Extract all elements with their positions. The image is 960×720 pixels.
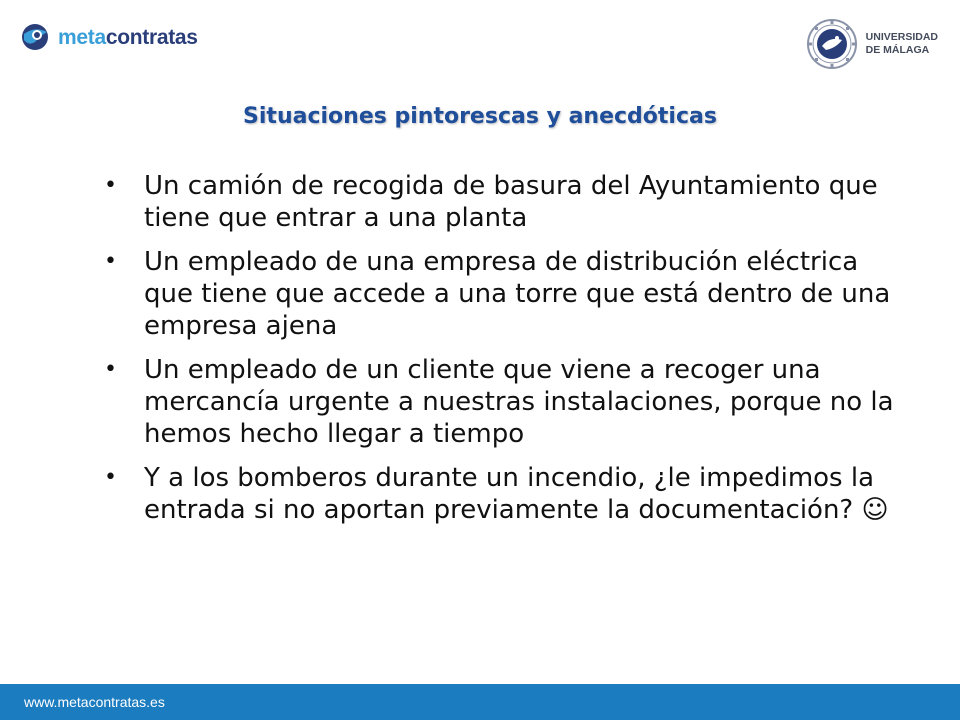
- brand-part-contratas: contratas: [105, 25, 198, 49]
- slide-title: Situaciones pintorescas y anecdóticas: [243, 104, 717, 129]
- university-name-line2: DE MÁLAGA: [865, 44, 930, 56]
- footer-url-link[interactable]: www.metacontratas.es: [24, 694, 165, 710]
- metacontratas-globe-icon: [20, 22, 50, 52]
- bullet-item: [104, 354, 904, 450]
- bullet-text: Y a los bomberos durante un incendio, ¿le impedimos la entrada si no aportan previamente la documentación? ☺: [144, 463, 889, 525]
- bullet-text: Un camión de recogida de basura del Ayuntamiento que tiene que entrar a una planta: [144, 171, 878, 233]
- university-seal-icon: [806, 18, 858, 70]
- brand-part-meta: meta: [58, 25, 106, 49]
- bullet-text: Un empleado de un cliente que viene a recoger una mercancía urgente a nuestras instalaciones, porque no la hemos hecho llegar a tiempo: [144, 355, 894, 449]
- bullet-item: [104, 170, 904, 234]
- bullet-item: [104, 462, 904, 526]
- bullet-text: Un empleado de una empresa de distribución eléctrica que tiene que accede a una torre que está dentro de una empresa ajena: [144, 247, 891, 341]
- metacontratas-logo: [20, 22, 198, 52]
- bullet-dot-icon: •: [104, 357, 117, 382]
- footer-bar: [0, 684, 960, 720]
- bullet-dot-icon: •: [104, 173, 117, 198]
- universidad-malaga-logo: [806, 18, 938, 70]
- bullet-dot-icon: •: [104, 465, 117, 490]
- bullet-item: [104, 246, 904, 342]
- university-name-line1: UNIVERSIDAD: [865, 31, 938, 43]
- metacontratas-wordmark: [58, 27, 198, 48]
- bullet-list: [104, 170, 904, 538]
- bullet-dot-icon: •: [104, 249, 117, 274]
- university-name: [866, 31, 938, 57]
